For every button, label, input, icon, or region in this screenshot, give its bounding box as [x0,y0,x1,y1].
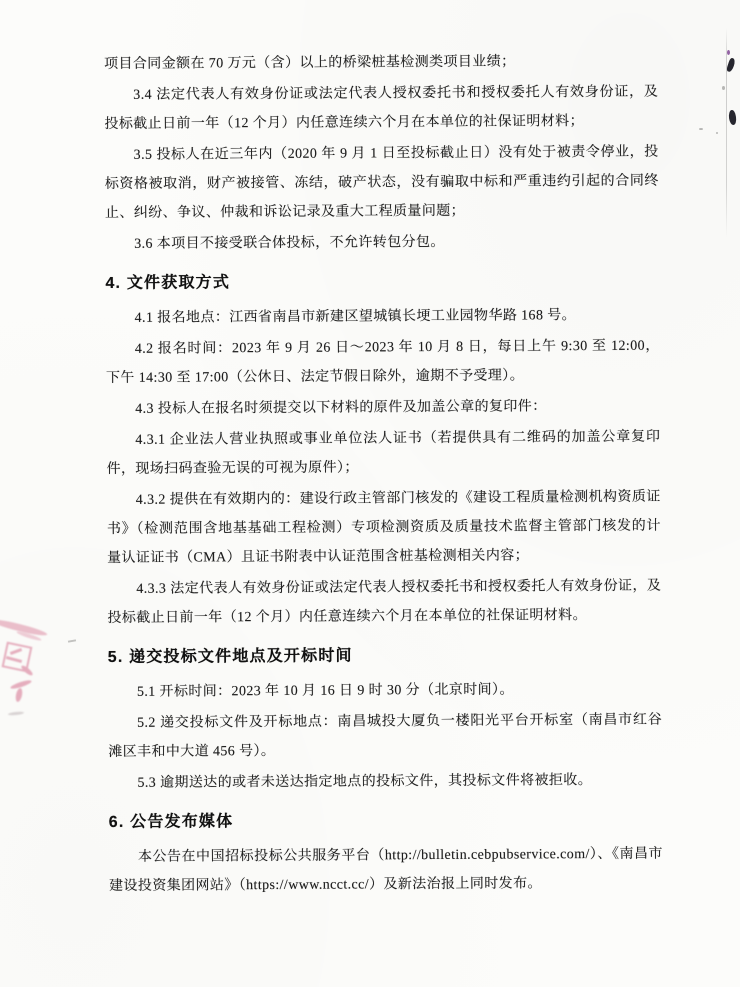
scan-speck [722,86,725,90]
paragraph: 3.6 本项目不接受联合体投标，不允许转包分包。 [134,234,445,252]
section-heading: 4. 文件获取方式 [105,274,231,292]
paragraph: 3.4 法定代表人有效身份证或法定代表人授权委托书和授权委托人有效身份证，及投标截止日前一年（12 个月）内任意连续六个月在本单位的社保证明材料； [104,84,659,132]
stamp-bleed-mark [8,710,26,718]
paragraph: 4.3.2 提供在有效期内的：建设行政主管部门核发的《建设工程质量检测机构资质证书》（检测范围含地基基础工程检测）专项检测资质及质量技术监督主管部门核发的计量认证证书（CMA）且证书附表中认证范围含桩基检测相关内容； [106,489,661,566]
scan-speck [716,132,718,134]
scan-speck [699,128,703,130]
paragraph: 4.3.1 企业法人营业执照或事业单位法人证书（若提供具有二维码的加盖公章复印件，现场扫码查验无误的可视为原件）； [106,429,661,477]
paragraph: 项目合同金额在 70 万元（含）以上的桥梁桩基检测类项目业绩； [104,54,516,72]
paragraph: 5.1 开标时间：2023 年 10 月 16 日 9 时 30 分（北京时间）。 [136,682,514,700]
paragraph: 4.1 报名地点：江西省南昌市新建区望城镇长埂工业园物华路 168 号。 [134,308,577,326]
paragraph: 4.2 报名时间：2023 年 9 月 26 日～2023 年 10 月 8 日，每日上午 9:30 至 12:00，下午 14:30 至 17:00（公休日、法定节假日除外，逾期不予受理）。 [105,338,660,386]
scan-speck [566,178,569,181]
scan-speck [68,639,76,642]
stamp-bleed-mark [8,678,42,704]
paragraph: 5.2 递交投标文件及开标地点：南昌城投大厦负一楼阳光平台开标室（南昌市红谷滩区丰和中大道 456 号）。 [108,712,663,760]
document-body [104,47,663,903]
paragraph: 4.3 投标人在报名时须提交以下材料的原件及加盖公章的复印件： [135,399,547,417]
paragraph: 5.3 逾期送达的或者未送达指定地点的投标文件，其投标文件将被拒收。 [137,773,593,791]
paragraph: 3.5 投标人在近三年内（2020 年 9 月 1 日至投标截止日）没有处于被责令停业，投标资格被取消，财产被接管、冻结，破产状态，没有骗取中标和严重违约引起的合同终止、纠纷、争议、仲裁和诉讼记录及重大工程质量问题； [104,144,659,221]
ink-mark [728,110,737,126]
section-heading: 6. 公告发布媒体 [108,813,234,831]
scan-edge-line [726,28,727,238]
section-heading: 5. 递交投标文件地点及开标时间 [107,647,353,666]
paragraph: 本公告在中国招标投标公共服务平台（http://bulletin.cebpubservice.com/）、《南昌市建设投资集团网站》（https://www.ncct.cc/）及新法治报上同时发布。 [109,846,663,894]
ink-speck [727,50,730,55]
stamp-bleed-mark [0,642,40,682]
paragraph: 4.3.3 法定代表人有效身份证或法定代表人授权委托书和授权委托人有效身份证，及投标截止日前一年（12 个月）内任意连续六个月在本单位的社保证明材料。 [107,578,662,626]
ink-mark [726,57,736,72]
